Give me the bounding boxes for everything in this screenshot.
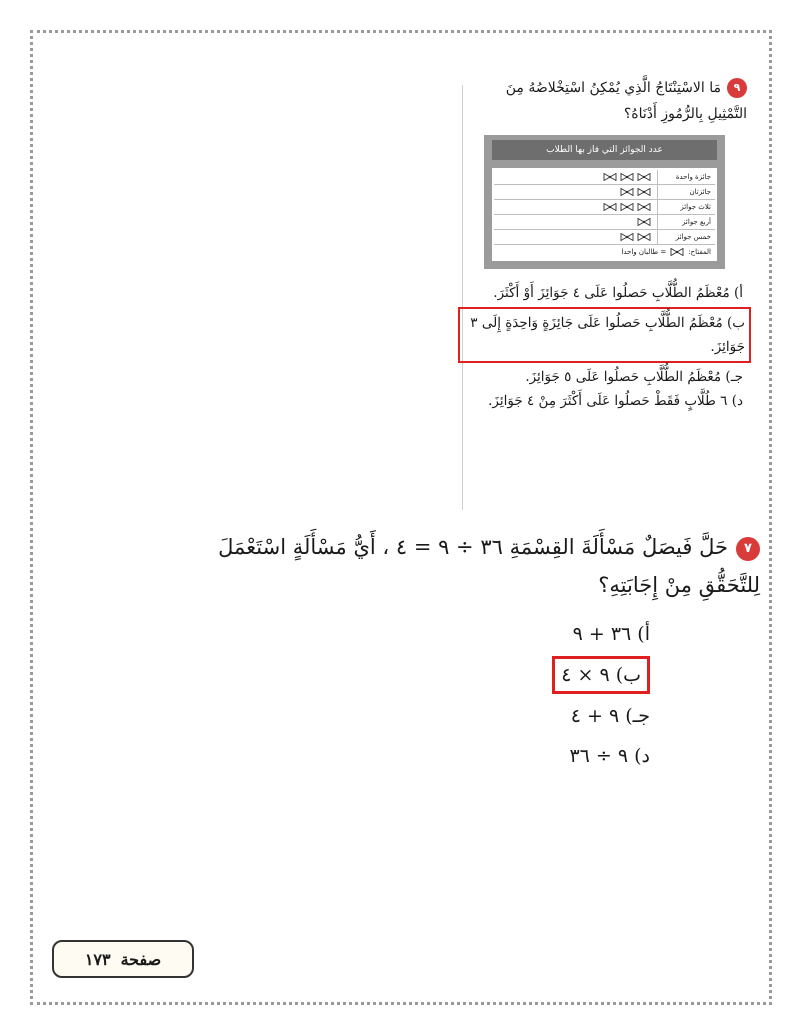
page-label: صفحة [120, 949, 162, 969]
pictograph-body [492, 168, 717, 261]
pictograph-row-icons [494, 173, 657, 181]
prize-bow-icon [620, 203, 634, 211]
pictograph-row-icons [494, 203, 657, 211]
pictograph-row-label: خمس جوائز [657, 230, 715, 244]
prize-bow-icon [637, 173, 651, 181]
prize-bow-icon [620, 233, 634, 241]
pictograph-row-label: جائزتان [657, 185, 715, 199]
q1-option-a[interactable]: أ) مُعْظَمُ الطُّلَّابِ حَصلُوا عَلَى ٤ جَوَائِزَ أَوْ أَكْثَرَ. [493, 285, 743, 301]
pictograph-row-icons [494, 218, 657, 226]
pictograph-row-label: ثلاث جوائز [657, 200, 715, 214]
q2-option-c[interactable]: جـ) ٩ + ٤ [570, 705, 650, 727]
question-1-text: مَا الاسْتِنْتَاجُ الَّذِي يُمْكِنُ اسْتِخْلاصُهُ مِنَ التَّمْثِيلِ بِالرُّمُوزِ أَدْنَاهُ؟ [505, 80, 747, 122]
question-2-stem [200, 528, 760, 604]
prize-bow-icon [637, 188, 651, 196]
q2-option-d[interactable]: د) ٩ ÷ ٣٦ [569, 745, 650, 767]
question-1-number-badge: ٩ [727, 78, 747, 98]
prize-bow-icon [637, 203, 651, 211]
q1-option-d[interactable]: د) ٦ طُلَّابٍ فَقَطْ حَصلُوا عَلَى أَكْثَرَ مِنْ ٤ جَوَائِزَ. [488, 393, 743, 409]
pictograph-key [494, 245, 715, 259]
pictograph-row [494, 200, 715, 215]
pictograph-row [494, 215, 715, 230]
pictograph-row-label: جائزة واحدة [657, 170, 715, 184]
pictograph-row [494, 230, 715, 245]
pictograph-row [494, 170, 715, 185]
q2-option-b-selected[interactable]: ب) ٩ × ٤ [552, 656, 650, 694]
page-number-tag [52, 940, 194, 978]
pictograph-title: عدد الجوائز التي فاز بها الطلاب [492, 140, 717, 160]
pictograph-row-label: أربع جوائز [657, 215, 715, 229]
q1-option-c[interactable]: جـ) مُعْظَمُ الطُّلَّابِ حَصلُوا عَلَى ٥ جَوَائِزَ. [525, 369, 743, 385]
prize-bow-icon [637, 233, 651, 241]
pictograph-row [494, 185, 715, 200]
question-2 [200, 528, 760, 776]
prize-bow-icon [603, 173, 617, 181]
pictograph-key-value: = طالبان واحدا [621, 248, 667, 256]
prize-bow-icon [670, 248, 684, 256]
q2-option-a[interactable]: أ) ٣٦ + ٩ [572, 623, 650, 645]
pictograph-row-icons [494, 188, 657, 196]
question-1 [462, 75, 747, 413]
prize-bow-icon [637, 218, 651, 226]
pictograph-row-icons [494, 233, 657, 241]
pictograph-key-label: المفتاح: [688, 248, 711, 256]
question-1-options [462, 281, 747, 413]
pictograph [484, 135, 725, 269]
page-number: ١٧٣ [84, 949, 111, 969]
q1-option-b-selected[interactable]: ب) مُعْظَمُ الطُّلَّابِ حَصلُوا عَلَى جَائِزَةٍ وَاحِدَةٍ إِلَى ٣ جَوَائِزَ. [458, 307, 751, 363]
question-2-number-badge: ٧ [736, 537, 760, 561]
question-2-options [200, 614, 760, 776]
prize-bow-icon [603, 203, 617, 211]
question-1-stem [462, 75, 747, 127]
question-2-text: حَلَّ فَيصَلٌ مَسْأَلَةَ القِسْمَةِ ٣٦ ÷ ٩ = ٤ ، أَيُّ مَسْأَلَةٍ اسْتَعْمَلَ لِلتَّحَقُّقِ مِنْ إِجَابَتِهِ؟ [218, 535, 760, 597]
prize-bow-icon [620, 173, 634, 181]
prize-bow-icon [620, 188, 634, 196]
